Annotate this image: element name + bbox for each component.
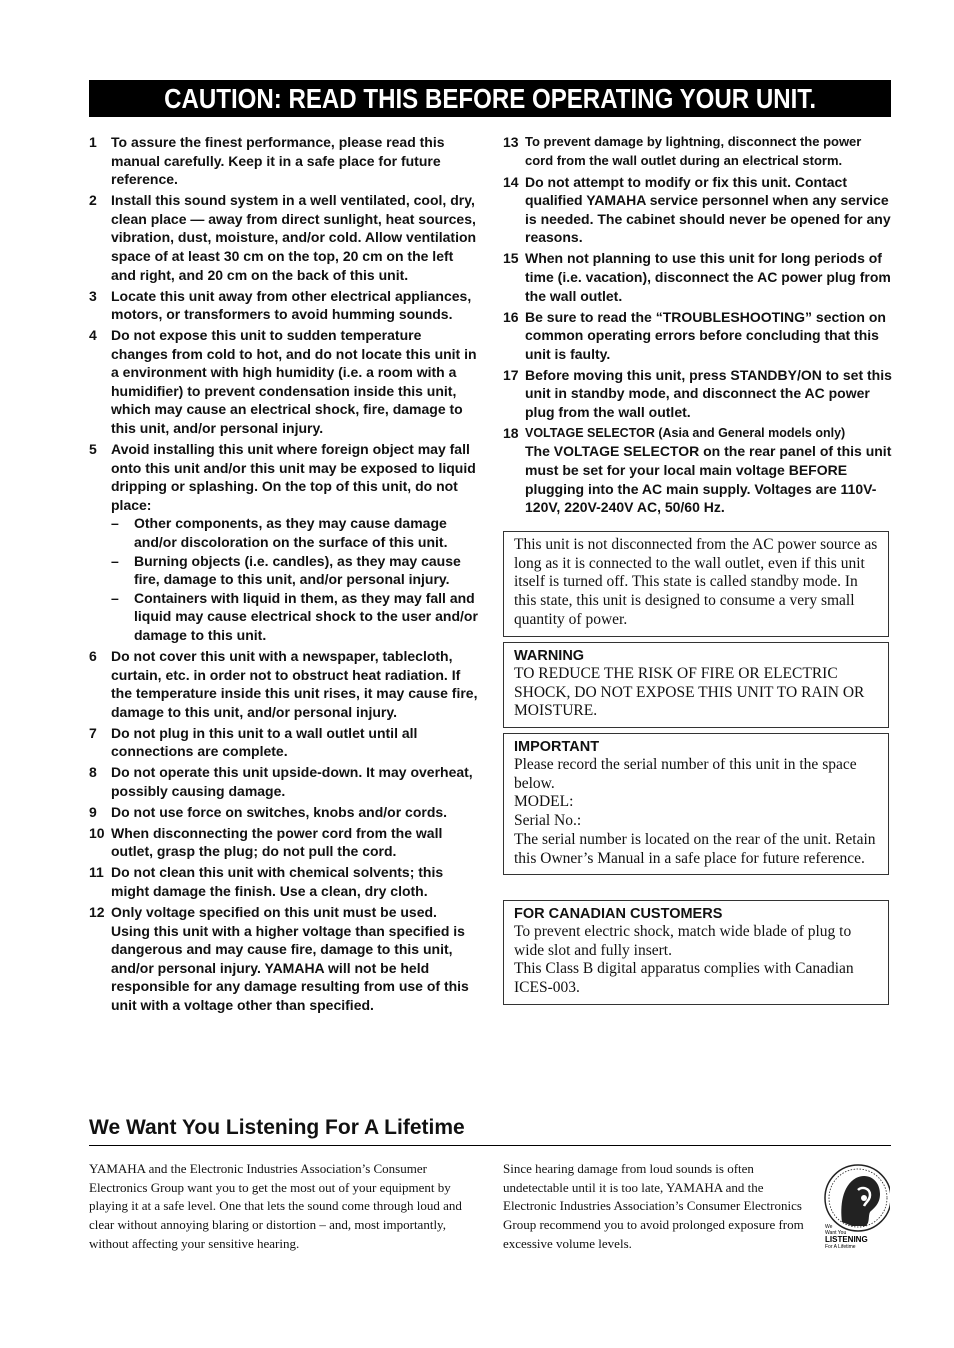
item-number: 17 [503, 366, 519, 383]
item-number: 7 [89, 724, 97, 741]
item-text: Only voltage specified on this unit must be used. Using this unit with a higher voltage than specified is dangerous and may cause fire, damage to this unit, and/or personal injury. YAMAHA will not be held responsible for any damage resulting from use of this unit with a voltage other than specified. [111, 904, 469, 1014]
item-body [525, 424, 893, 517]
logo-text-want: Want You [825, 1230, 847, 1236]
list-item [503, 249, 893, 305]
canadian-text-2: This Class B digital apparatus complies with Canadian ICES-003. [514, 960, 854, 997]
item-number: 6 [89, 647, 97, 664]
important-box [503, 733, 889, 875]
list-item [503, 133, 893, 170]
model-label: MODEL: [514, 793, 574, 811]
item-text: Be sure to read the “TROUBLESHOOTING” section on common operating errors before concluding that this unit is faulty. [525, 308, 886, 362]
item-number: 2 [89, 192, 97, 209]
list-item [503, 308, 893, 364]
standby-notice-text: This unit is not disconnected from the AC power source as long as it is connected to the wall outlet, even if this unit itself is turned off. This state is called standby mode. In this state, this unit is designed to consume a very small quantity of power. [514, 536, 878, 628]
canadian-text: To prevent electric shock, match wide blade of plug to wide slot and fully insert. [514, 923, 852, 959]
list-item [89, 647, 479, 721]
item-body [111, 440, 479, 645]
list-item [503, 424, 893, 517]
sub-item-text: Containers with liquid in them, as they may fall and liquid may cause electrical shock to the user and/or damage to this unit. [134, 589, 478, 643]
list-item [89, 287, 479, 324]
item-text: Do not plug in this unit to a wall outlet until all connections are complete. [111, 724, 418, 760]
item-number: 15 [503, 250, 519, 267]
list-item [89, 824, 479, 861]
item-number: 9 [89, 803, 97, 820]
standby-notice-box [503, 531, 889, 637]
lifetime-paragraph-left: YAMAHA and the Electronic Industries Association’s Consumer Electronics Group want you to get the most out of your equipment by playing it at a safe level. One that lets the sound come through loud and clear without annoying blaring or distortion – and, most importantly, without affecting your sensitive hearing. [89, 1161, 462, 1251]
warning-title: WARNING [514, 648, 585, 664]
item-number: 1 [89, 134, 97, 150]
sub-item-text: Burning objects (i.e. candles), as they may cause fire, damage to this unit, and/or personal injury. [134, 552, 461, 588]
right-column [503, 133, 893, 519]
caution-banner [89, 80, 891, 117]
lifetime-title: We Want You Listening For A Lifetime [89, 1114, 891, 1146]
logo-text-we: We [825, 1224, 833, 1230]
item-text: Do not expose this unit to sudden temperature changes from cold to hot, and do not locate this unit in a environment with high humidity (i.e. a room with a humidifier) to prevent condensation inside this unit, which may cause an electrical shock, fire, damage to this unit, and/or personal injury. [111, 327, 477, 437]
list-item [89, 133, 479, 189]
item-text: When not planning to use this unit for long periods of time (i.e. vacation), disconnect the AC power plug from the wall outlet. [525, 250, 891, 304]
list-item [89, 903, 479, 1015]
lifetime-paragraph-right: Since hearing damage from loud sounds is often undetectable until it is too late, YAMAHA and the Electronic Industries Association’s Consumer Electronics Group recommend you to avoid prolonged exposure from excessive volume levels. [503, 1161, 804, 1251]
canadian-title: FOR CANADIAN CUSTOMERS [514, 906, 723, 922]
sub-item [111, 552, 479, 589]
item-number: 16 [503, 308, 519, 325]
list-item [89, 326, 479, 438]
item-number: 5 [89, 441, 97, 458]
left-column [89, 133, 479, 1017]
dash-bullet: – [111, 515, 119, 532]
item-number: 10 [89, 824, 105, 841]
warning-text: TO REDUCE THE RISK OF FIRE OR ELECTRIC SHOCK, DO NOT EXPOSE THIS UNIT TO RAIN OR MOISTURE. [514, 665, 865, 720]
important-text: Please record the serial number of this unit in the space below. [514, 756, 857, 792]
dash-bullet: – [111, 589, 119, 606]
item-number: 8 [89, 764, 97, 781]
item-text: To prevent damage by lightning, disconnect the power cord from the wall outlet during an electrical storm. [525, 134, 862, 168]
item-text: Do not operate this unit upside-down. It may overheat, possibly causing damage. [111, 764, 473, 799]
item-number: 11 [89, 864, 104, 881]
important-text-2: The serial number is located on the rear of the unit. Retain this Owner’s Manual in a safe place for future reference. [514, 830, 876, 867]
list-item [503, 366, 893, 422]
item-text: Do not attempt to modify or fix this unit. Contact qualified YAMAHA service personnel when any service is needed. The cabinet should never be opened for any reasons. [525, 173, 891, 246]
sub-item-text: Other components, as they may cause damage and/or discoloration on the surface of this unit. [134, 515, 448, 551]
sub-item [111, 589, 479, 645]
ear-icon [825, 1165, 890, 1231]
list-item [89, 803, 479, 822]
item-text: Do not cover this unit with a newspaper, tablecloth, curtain, etc. in order not to obstruct heat radiation. If the temperature inside this unit rises, it may cause fire, damage to this unit, and/or personal injury. [111, 647, 478, 720]
list-item [89, 440, 479, 645]
list-item [89, 863, 479, 900]
item-text: To assure the finest performance, please read this manual carefully. Keep it in a safe place for future reference. [111, 134, 445, 188]
listening-lifetime-logo [822, 1162, 890, 1252]
logo-text-lifetime: For A Lifetime [825, 1244, 856, 1250]
item-number: 14 [503, 173, 519, 190]
banner-title: CAUTION: READ THIS BEFORE OPERATING YOUR UNIT. [164, 83, 816, 114]
important-title: IMPORTANT [514, 739, 600, 755]
item-text: Do not use force on switches, knobs and/or cords. [111, 803, 448, 820]
logo-text-listening: LISTENING [825, 1235, 868, 1244]
canadian-box [503, 900, 889, 1005]
list-item [503, 173, 893, 247]
item-text: Install this sound system in a well ventilated, cool, dry, clean place — away from direct sunlight, heat sources, vibration, dust, moisture, and/or cold. Allow ventilation space of at least 30 cm on the top, 20 cm on the left and right, and 20 cm on the back of this unit. [111, 192, 477, 283]
item-text: The VOLTAGE SELECTOR on the rear panel of this unit must be set for your local main voltage BEFORE plugging into the AC main supply. Voltages are 110V-120V, 220V-240V AC, 50/60 Hz. [525, 443, 892, 516]
list-item [89, 763, 479, 800]
item-number: 18 [503, 424, 519, 441]
item-text: Avoid installing this unit where foreign object may fall onto this unit and/or this unit may be exposed to liquid dripping or splashing. On the top of this unit, do not place: [111, 441, 476, 513]
warning-box [503, 642, 889, 728]
item-text: When disconnecting the power cord from the wall outlet, grasp the plug; do not pull the cord. [111, 824, 443, 860]
list-item [89, 724, 479, 761]
dash-bullet: – [111, 552, 119, 569]
serial-label: Serial No.: [514, 812, 582, 830]
item-text: Before moving this unit, press STANDBY/ON to set this unit in standby mode, and disconnect the AC power plug from the wall outlet. [525, 366, 892, 420]
item-text: Locate this unit away from other electrical appliances, motors, or transformers to avoid humming sounds. [111, 287, 472, 323]
item-number: 4 [89, 327, 97, 344]
item-lead: VOLTAGE SELECTOR (Asia and General models only) [525, 425, 846, 440]
list-item [89, 191, 479, 284]
item-number: 13 [503, 134, 519, 150]
sub-item [111, 514, 479, 551]
item-number: 12 [89, 904, 105, 921]
item-number: 3 [89, 287, 97, 304]
item-text: Do not clean this unit with chemical solvents; this might damage the finish. Use a clean, dry cloth. [111, 864, 444, 900]
